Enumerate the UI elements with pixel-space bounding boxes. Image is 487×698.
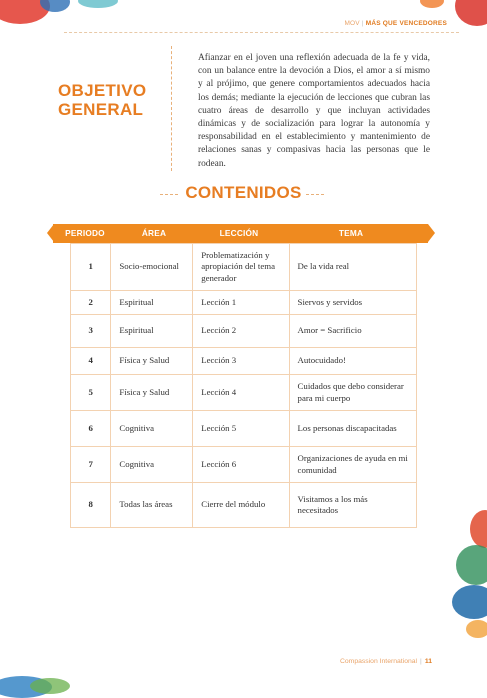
leccion-cell: Cierre del módulo (193, 483, 289, 528)
tema-cell: Amor = Sacrificio (289, 315, 416, 348)
objective-heading: OBJETIVO GENERAL (58, 81, 147, 119)
heading-dash-right (306, 194, 324, 195)
area-cell: Física y Salud (111, 375, 193, 411)
area-cell: Física y Salud (111, 348, 193, 375)
tema-cell: Visitamos a los más necesitados (289, 483, 416, 528)
table-row (71, 411, 417, 447)
objective-divider (171, 46, 172, 171)
header-band-tip-right (428, 224, 435, 242)
column-header-periodo: PERIODO (65, 228, 105, 238)
section-title: MÁS QUE VENCEDORES (365, 20, 447, 27)
paint-splash-bottom-left-2 (30, 678, 70, 694)
periodo-cell: 3 (71, 315, 111, 348)
footer-separator: | (420, 658, 422, 665)
header-divider (64, 32, 459, 33)
tema-cell: Cuidados que debo considerar para mi cuerpo (289, 375, 416, 411)
table-row (71, 483, 417, 528)
leccion-cell: Lección 5 (193, 411, 289, 447)
header-separator: | (361, 20, 364, 27)
area-cell: Todas las áreas (111, 483, 193, 528)
column-header-leccion: LECCIÓN (219, 228, 259, 238)
area-cell: Espiritual (111, 291, 193, 315)
periodo-cell: 2 (71, 291, 111, 315)
paint-splash-top-left-3 (78, 0, 118, 8)
paint-splash-right-2 (456, 545, 487, 585)
column-header-tema: TEMA (338, 228, 364, 238)
contents-table (70, 243, 417, 528)
periodo-cell: 8 (71, 483, 111, 528)
table-row (71, 348, 417, 375)
table-row (71, 315, 417, 348)
table-row (71, 375, 417, 411)
tema-cell: De la vida real (289, 244, 416, 291)
area-cell: Cognitiva (111, 447, 193, 483)
leccion-cell: Lección 6 (193, 447, 289, 483)
running-header (344, 20, 447, 27)
footer-organization: Compassion International (339, 658, 418, 665)
tema-cell: Organizaciones de ayuda en mi comunidad (289, 447, 416, 483)
tema-cell: Los personas discapacitadas (289, 411, 416, 447)
periodo-cell: 4 (71, 348, 111, 375)
area-cell: Cognitiva (111, 411, 193, 447)
paint-splash-top-right (455, 0, 487, 26)
column-header-area: ÁREA (141, 228, 167, 238)
contents-heading: CONTENIDOS (185, 183, 302, 202)
tema-cell: Siervos y servidos (289, 291, 416, 315)
paint-splash-right-4 (466, 620, 487, 638)
periodo-cell: 7 (71, 447, 111, 483)
periodo-cell: 1 (71, 244, 111, 291)
table-row (71, 244, 417, 291)
page-number: 11 (424, 658, 432, 665)
area-cell: Espiritual (111, 315, 193, 348)
leccion-cell: Lección 2 (193, 315, 289, 348)
paint-splash-right-3 (452, 585, 487, 619)
paint-splash-top-right-2 (420, 0, 444, 8)
leccion-cell: Lección 1 (193, 291, 289, 315)
leccion-cell: Lección 3 (193, 348, 289, 375)
objective-paragraph: Afianzar en el joven una reflexión adecuada de la fe y vida, con un balance entre la devoción a Dios, el amor a sí mismo y al prójimo, que genere comportamientos adecuados hacia los demás; mediante la ejecución de lecciones que cubran las cuatro áreas de desarrollo y que incluyan actividades dinámicas y de socialización para lograr la autonomía y responsabilidad en el establecimiento y mantenimiento de relaciones sanas y compasivas hacia las personas que le rodean. (198, 53, 430, 169)
periodo-cell: 6 (71, 411, 111, 447)
paint-splash-right-1 (470, 510, 487, 548)
periodo-cell: 5 (71, 375, 111, 411)
leccion-cell: Lección 4 (193, 375, 289, 411)
table-row (71, 291, 417, 315)
area-cell: Socio-emocional (111, 244, 193, 291)
magazine-name: MOV (344, 20, 360, 27)
tema-cell: Autocuidado! (289, 348, 416, 375)
table-row (71, 447, 417, 483)
page-footer (340, 658, 432, 665)
leccion-cell: Problematización y apropiación del tema generador (193, 244, 289, 291)
